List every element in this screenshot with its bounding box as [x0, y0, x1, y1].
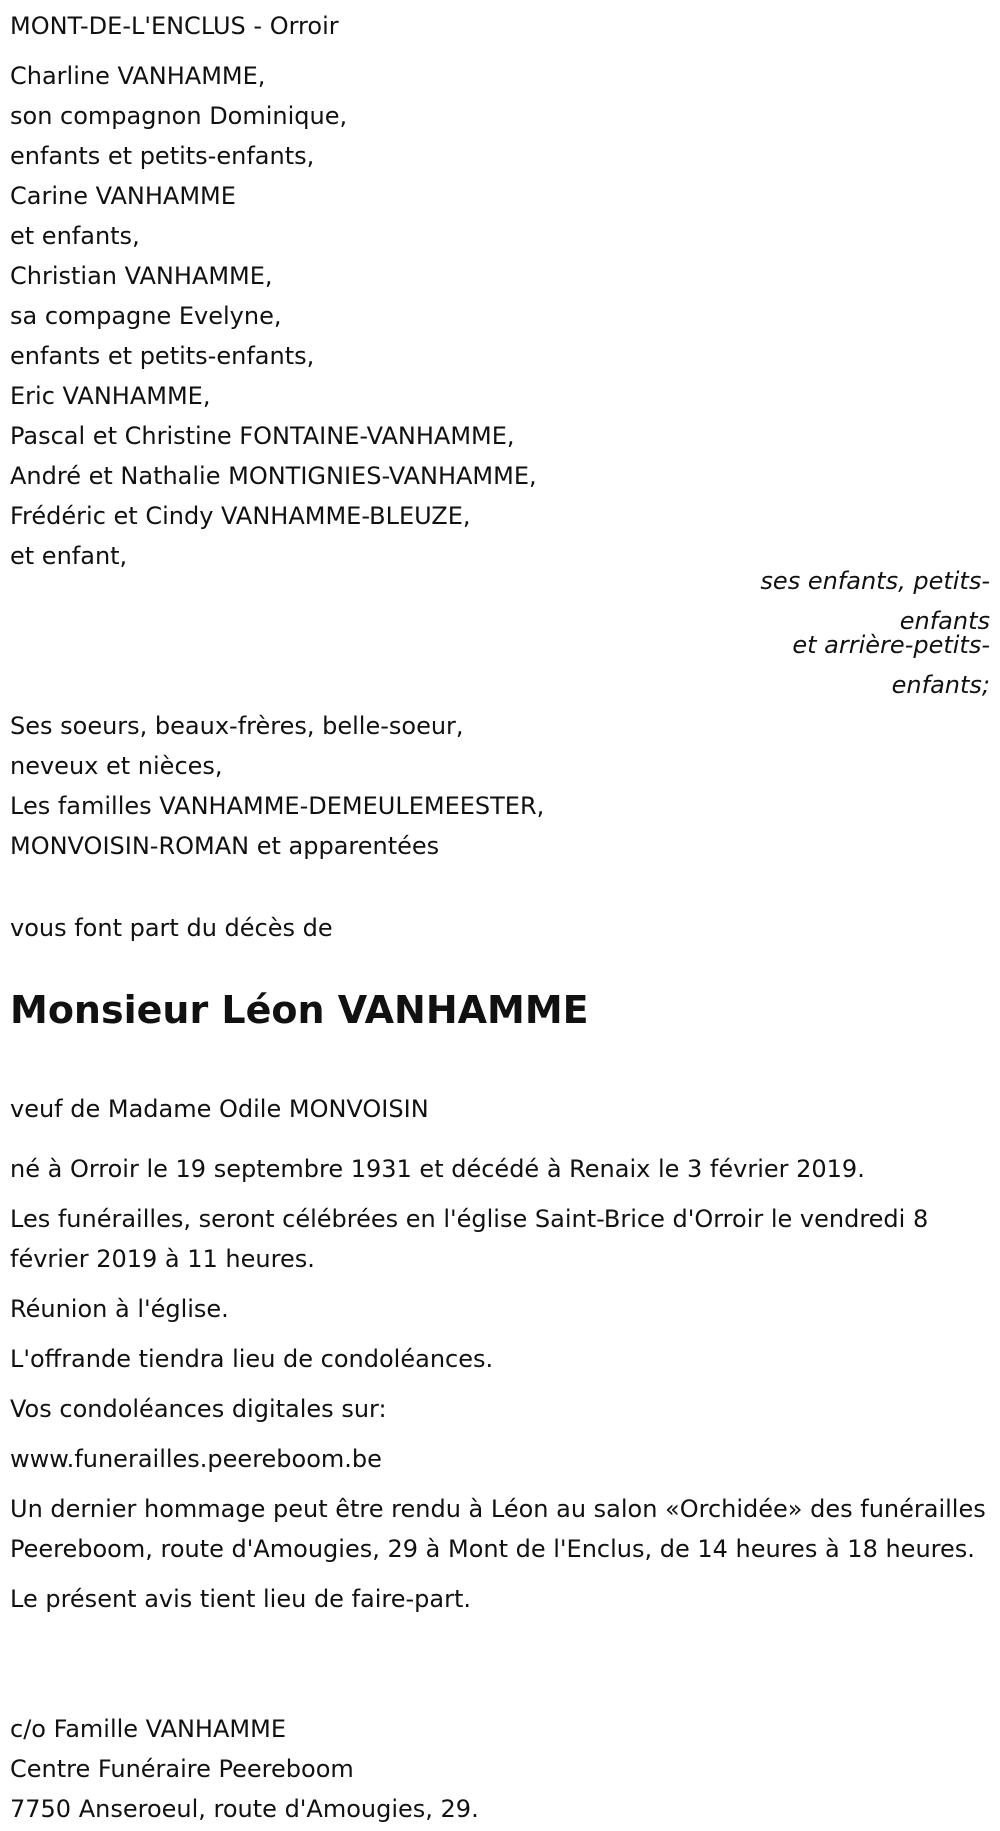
relation-line: ses enfants, petits-	[760, 567, 990, 595]
extended-family-line: Ses soeurs, beaux-frères, belle-soeur,	[10, 712, 464, 740]
family-line: Eric VANHAMME,	[10, 382, 211, 410]
family-line: Charline VANHAMME,	[10, 62, 266, 90]
family-line: et enfant,	[10, 542, 128, 570]
meeting-info: Réunion à l'église.	[10, 1295, 229, 1323]
widower-of: veuf de Madame Odile MONVOISIN	[10, 1095, 429, 1123]
digital-condolences-label: Vos condoléances digitales sur:	[10, 1395, 387, 1423]
offering-info: L'offrande tiendra lieu de condoléances.	[10, 1345, 494, 1373]
family-line: André et Nathalie MONTIGNIES-VANHAMME,	[10, 462, 537, 490]
relation-line: enfants;	[891, 671, 990, 699]
family-line: enfants et petits-enfants,	[10, 342, 315, 370]
relation-line: et arrière-petits-	[792, 631, 990, 659]
contact-block	[10, 1709, 479, 1829]
contact-line: Centre Funéraire Peereboom	[10, 1755, 354, 1783]
deceased-name: Monsieur Léon VANHAMME	[10, 988, 589, 1032]
extended-family-line: neveux et nièces,	[10, 752, 223, 780]
contact-line: c/o Famille VANHAMME	[10, 1715, 286, 1743]
family-list	[10, 56, 537, 576]
family-line: enfants et petits-enfants,	[10, 142, 315, 170]
extended-family-line: Les familles VANHAMME-DEMEULEMEESTER,	[10, 792, 545, 820]
condolences-link[interactable]: www.funerailles.peereboom.be	[10, 1445, 382, 1473]
extended-family	[10, 706, 544, 866]
relation-note-2	[792, 625, 990, 705]
family-line: Christian VANHAMME,	[10, 262, 273, 290]
relation-line: enfants	[899, 607, 990, 635]
family-line: Pascal et Christine FONTAINE-VANHAMME,	[10, 422, 515, 450]
family-line: Carine VANHAMME	[10, 182, 236, 210]
birth-death-info: né à Orroir le 19 septembre 1931 et décédé à Renaix le 3 février 2019.	[10, 1155, 865, 1183]
location-header: MONT-DE-L'ENCLUS - Orroir	[10, 12, 339, 40]
announcement: vous font part du décès de	[10, 914, 333, 942]
family-line: sa compagne Evelyne,	[10, 302, 282, 330]
contact-line: 7750 Anseroeul, route d'Amougies, 29.	[10, 1795, 479, 1823]
family-line: Frédéric et Cindy VANHAMME-BLEUZE,	[10, 502, 471, 530]
notice-info: Le présent avis tient lieu de faire-part.	[10, 1585, 472, 1613]
extended-family-line: MONVOISIN-ROMAN et apparentées	[10, 832, 440, 860]
tribute-info: Un dernier hommage peut être rendu à Léon au salon «Orchidée» des funérailles Peereboom, route d'Amougies, 29 à Mont de l'Enclus, de 14 heures à 18 heures.	[10, 1495, 986, 1563]
funeral-info: Les funérailles, seront célébrées en l'église Saint-Brice d'Orroir le vendredi 8 février 2019 à 11 heures.	[10, 1205, 929, 1273]
details	[10, 1149, 990, 1629]
family-line: son compagnon Dominique,	[10, 102, 348, 130]
family-line: et enfants,	[10, 222, 140, 250]
